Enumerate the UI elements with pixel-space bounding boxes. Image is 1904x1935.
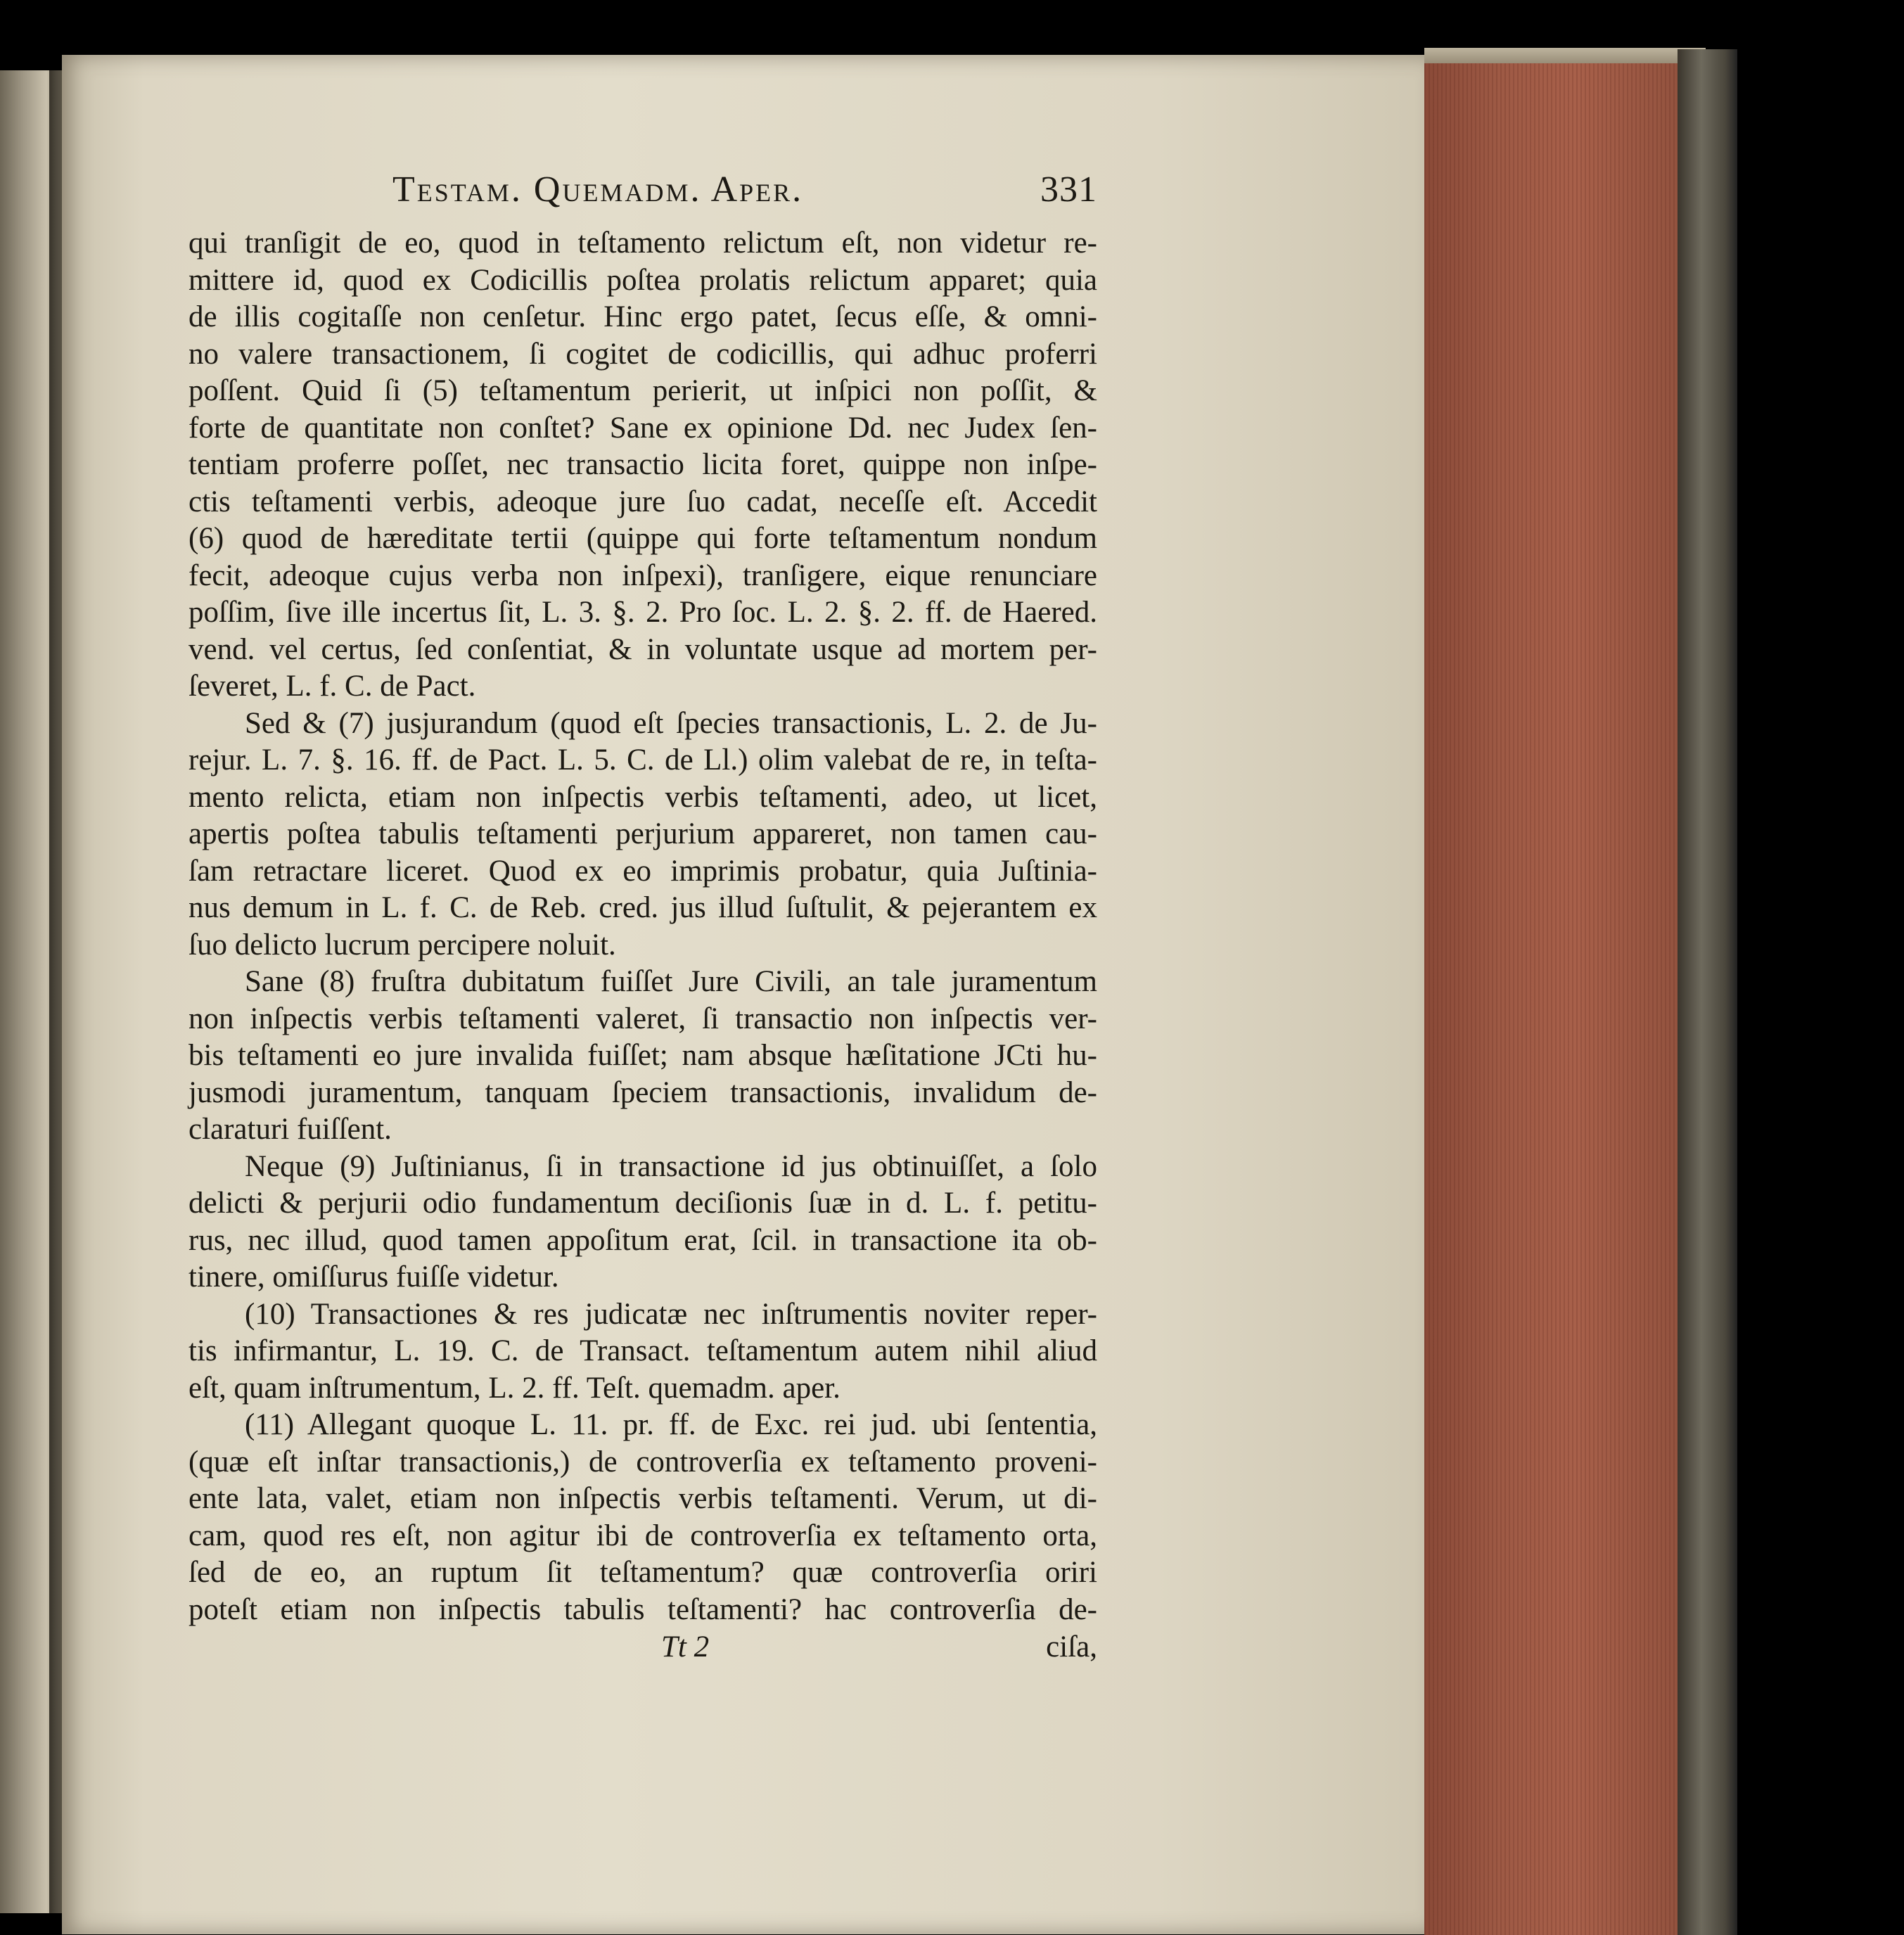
paragraph (189, 964, 1097, 1149)
text-line: jusmodi juramentum, tanquam ſpeciem transactionis, invalidum de- (189, 1075, 1097, 1109)
text-line: (10) Transactiones & res judicatæ nec inſtrumentis noviter reper- (245, 1297, 1097, 1331)
text-line: poſſim, ſive ille incertus ſit, L. 3. §. 2. Pro ſoc. L. 2. §. 2. ff. de Haered. (189, 596, 1097, 629)
text-line: (6) quod de hæreditate tertii (quippe qui forte teſtamentum nondum (189, 522, 1097, 555)
text-line: cam, quod res eſt, non agitur ibi de controverſia ex teſtamento orta, (189, 1519, 1097, 1552)
page-footer (189, 1630, 1097, 1672)
text-line: ſeveret, L. f. C. de Pact. (189, 670, 476, 703)
page-number: 331 (1040, 170, 1097, 210)
text-line: nus demum in L. f. C. de Reb. cred. jus illud ſuſtulit, & pejerantem ex (189, 891, 1097, 924)
paragraph (189, 1149, 1097, 1296)
text-line: forte de quantitate non conſtet? Sane ex opinione Dd. nec Judex ſen- (189, 411, 1097, 445)
paragraph (189, 1296, 1097, 1407)
text-line: rejur. L. 7. §. 16. ff. de Pact. L. 5. C. de Ll.) olim valebat de re, in teſta- (189, 743, 1097, 777)
fore-edge (1424, 63, 1678, 1935)
body-text (189, 225, 1097, 1628)
text-line: delicti & perjurii odio fundamentum deciſionis ſuæ in d. L. f. petitu- (189, 1187, 1097, 1220)
text-line: ctis teſtamenti verbis, adeoque jure ſuo cadat, neceſſe eſt. Accedit (189, 485, 1097, 518)
running-title: Testam. Quemadm. Aper. (392, 170, 804, 210)
cover-edge (1678, 49, 1737, 1935)
text-line: tentiam proferre poſſet, nec transactio licita foret, quippe non inſpe- (189, 448, 1097, 481)
text-block (189, 169, 1097, 1672)
text-line: vend. vel certus, ſed conſentiat, & in voluntate usque ad mortem per- (189, 632, 1097, 666)
text-line: (11) Allegant quoque L. 11. pr. ff. de Exc. rei jud. ubi ſententia, (245, 1408, 1097, 1441)
text-line: Sane (8) fruſtra dubitatum fuiſſet Jure Civili, an tale juramentum (245, 965, 1097, 998)
text-line: (quæ eſt inſtar transactionis,) de controverſia ex teſtamento proveni- (189, 1445, 1097, 1479)
paragraph (189, 705, 1097, 964)
paragraph (189, 225, 1097, 705)
paragraph (189, 1407, 1097, 1628)
text-line: eſt, quam inſtrumentum, L. 2. ff. Teſt. quemadm. aper. (189, 1371, 841, 1405)
text-line: no valere transactionem, ſi cogitet de codicillis, qui adhuc proferri (189, 337, 1097, 371)
text-line: tis infirmantur, L. 19. C. de Transact. teſtamentum autem nihil aliud (189, 1334, 1097, 1367)
text-line: ſam retractare liceret. Quod ex eo imprimis probatur, quia Juſtinia- (189, 854, 1097, 888)
text-line: fecit, adeoque cujus verba non inſpexi), tranſigere, eique renunciare (189, 558, 1097, 592)
text-line: bis teſtamenti eo jure invalida fuiſſet; nam absque hæſitatione JCti hu- (189, 1039, 1097, 1072)
text-line: tinere, omiſſurus fuiſſe videtur. (189, 1260, 559, 1294)
text-line: rus, nec illud, quod tamen appoſitum erat, ſcil. in transactione ita ob- (189, 1223, 1097, 1257)
text-line: ſuo delicto lucrum percipere noluit. (189, 928, 616, 962)
text-line: ſed de eo, an ruptum ſit teſtamentum? quæ controverſia oriri (189, 1556, 1097, 1589)
text-line: mento relicta, etiam non inſpectis verbis teſtamenti, adeo, ut licet, (189, 780, 1097, 814)
text-line: ente lata, valet, etiam non inſpectis verbis teſtamenti. Verum, ut di- (189, 1482, 1097, 1515)
text-line: Sed & (7) jusjurandum (quod eſt ſpecies transactionis, L. 2. de Ju- (245, 706, 1097, 740)
signature-mark: Tt 2 (661, 1630, 710, 1663)
catchword: ciſa, (1046, 1630, 1097, 1663)
text-line: poſſent. Quid ſi (5) teſtamentum perierit, ut inſpici non poſſit, & (189, 374, 1097, 407)
text-line: poteſt etiam non inſpectis tabulis teſtamenti? hac controverſia de- (189, 1592, 1097, 1626)
text-line: de illis cogitaſſe non cenſetur. Hinc ergo patet, ſecus eſſe, & omni- (189, 300, 1097, 333)
text-line: claraturi fuiſſent. (189, 1113, 392, 1146)
running-head (189, 169, 1097, 225)
text-line: mittere id, quod ex Codicillis poſtea prolatis relictum apparet; quia (189, 263, 1097, 297)
text-line: qui tranſigit de eo, quod in teſtamento relictum eſt, non videtur re- (189, 226, 1097, 260)
text-line: apertis poſtea tabulis teſtamenti perjurium appareret, non tamen cau- (189, 817, 1097, 850)
text-line: non inſpectis verbis teſtamenti valeret, ſi transactio non inſpectis ver- (189, 1002, 1097, 1035)
text-line: Neque (9) Juſtinianus, ſi in transactione id jus obtinuiſſet, a ſolo (245, 1149, 1097, 1183)
